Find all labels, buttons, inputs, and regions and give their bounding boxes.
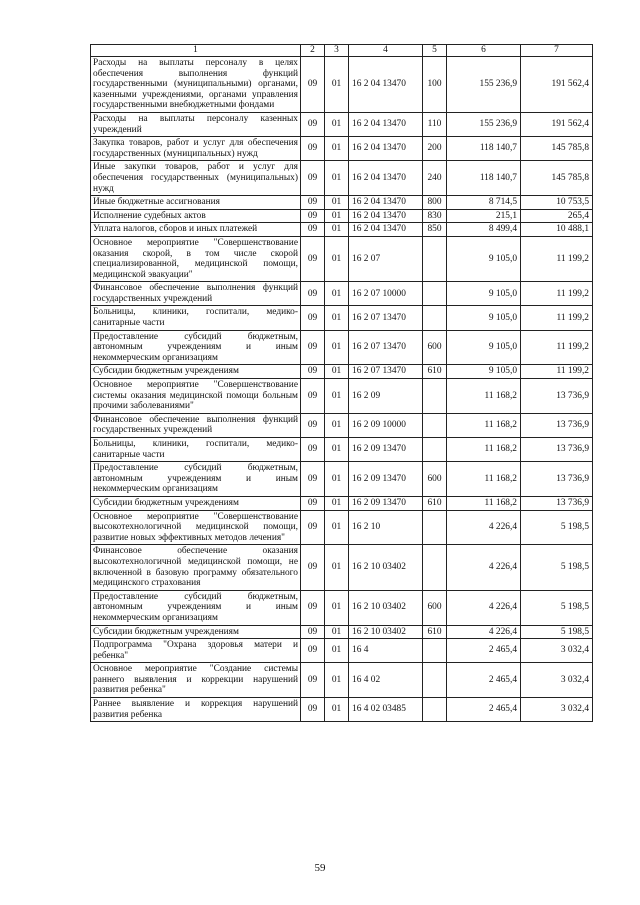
item-subsection: 01	[325, 625, 349, 639]
item-name: Иные бюджетные ассигнования	[91, 196, 301, 210]
item-amount-col6: 8 499,4	[447, 223, 521, 237]
item-name: Предоставление субсидий бюджетным, автономным учреждениям и иным некоммерческим организациям	[91, 462, 301, 497]
item-amount-col6: 4 226,4	[447, 590, 521, 625]
item-amount-col7: 13 736,9	[521, 462, 593, 497]
item-name: Больницы, клиники, госпитали, медико-санитарные части	[91, 438, 301, 462]
item-section: 09	[301, 379, 325, 414]
item-subsection: 01	[325, 379, 349, 414]
header-col-6: 6	[447, 45, 521, 57]
item-target-article: 16 2 09 13470	[349, 462, 423, 497]
item-subsection: 01	[325, 365, 349, 379]
item-amount-col7: 10 753,5	[521, 196, 593, 210]
header-col-1: 1	[91, 45, 301, 57]
item-target-article: 16 4 02	[349, 663, 423, 698]
table-row	[91, 663, 593, 698]
item-target-article: 16 2 04 13470	[349, 137, 423, 161]
item-expense-type: 600	[423, 330, 447, 365]
item-section: 09	[301, 365, 325, 379]
item-amount-col7: 145 785,8	[521, 137, 593, 161]
item-target-article: 16 2 07 10000	[349, 282, 423, 306]
item-section: 09	[301, 57, 325, 113]
item-amount-col6: 9 105,0	[447, 330, 521, 365]
item-amount-col7: 13 736,9	[521, 496, 593, 510]
item-target-article: 16 2 09 13470	[349, 438, 423, 462]
item-expense-type: 200	[423, 137, 447, 161]
table-row	[91, 330, 593, 365]
item-amount-col6: 155 236,9	[447, 57, 521, 113]
table-row	[91, 223, 593, 237]
item-subsection: 01	[325, 196, 349, 210]
item-amount-col6: 215,1	[447, 209, 521, 223]
table-row	[91, 236, 593, 281]
item-section: 09	[301, 590, 325, 625]
item-amount-col7: 3 032,4	[521, 698, 593, 722]
item-amount-col6: 118 140,7	[447, 137, 521, 161]
item-expense-type	[423, 438, 447, 462]
item-target-article: 16 2 04 13470	[349, 196, 423, 210]
item-amount-col6: 11 168,2	[447, 413, 521, 437]
item-target-article: 16 2 09 10000	[349, 413, 423, 437]
item-expense-type	[423, 413, 447, 437]
item-expense-type: 110	[423, 112, 447, 136]
item-section: 09	[301, 330, 325, 365]
item-section: 09	[301, 161, 325, 196]
item-subsection: 01	[325, 223, 349, 237]
table-row	[91, 379, 593, 414]
item-amount-col7: 5 198,5	[521, 510, 593, 545]
item-amount-col6: 11 168,2	[447, 379, 521, 414]
table-body	[91, 57, 593, 722]
item-subsection: 01	[325, 137, 349, 161]
item-name: Финансовое обеспечение выполнения функций государственных учреждений	[91, 282, 301, 306]
item-name: Расходы на выплаты персоналу казенных учреждений	[91, 112, 301, 136]
item-amount-col6: 9 105,0	[447, 282, 521, 306]
item-amount-col7: 5 198,5	[521, 625, 593, 639]
table-row	[91, 306, 593, 330]
item-amount-col6: 118 140,7	[447, 161, 521, 196]
item-name: Предоставление субсидий бюджетным, автономным учреждениям и иным некоммерческим организациям	[91, 330, 301, 365]
item-expense-type	[423, 510, 447, 545]
table-row	[91, 137, 593, 161]
item-name: Основное мероприятие "Совершенствование системы оказания медицинской помощи больным прочими заболеваниями"	[91, 379, 301, 414]
item-name: Больницы, клиники, госпитали, медико-санитарные части	[91, 306, 301, 330]
item-subsection: 01	[325, 161, 349, 196]
item-section: 09	[301, 663, 325, 698]
item-amount-col6: 11 168,2	[447, 462, 521, 497]
item-amount-col6: 9 105,0	[447, 236, 521, 281]
item-name: Финансовое обеспечение оказания высокотехнологичной медицинской помощи, не включенной в базовую программу обязательного медицинского страхования	[91, 545, 301, 590]
item-amount-col6: 4 226,4	[447, 545, 521, 590]
table-row	[91, 639, 593, 663]
item-subsection: 01	[325, 698, 349, 722]
item-section: 09	[301, 282, 325, 306]
item-name: Предоставление субсидий бюджетным, автономным учреждениям и иным некоммерческим организациям	[91, 590, 301, 625]
item-amount-col7: 5 198,5	[521, 590, 593, 625]
item-expense-type: 800	[423, 196, 447, 210]
item-section: 09	[301, 413, 325, 437]
item-target-article: 16 2 04 13470	[349, 161, 423, 196]
item-name: Иные закупки товаров, работ и услуг для обеспечения государственных (муниципальных) нужд	[91, 161, 301, 196]
table-row	[91, 496, 593, 510]
item-target-article: 16 2 10 03402	[349, 590, 423, 625]
item-subsection: 01	[325, 663, 349, 698]
item-subsection: 01	[325, 590, 349, 625]
item-subsection: 01	[325, 438, 349, 462]
table-row	[91, 196, 593, 210]
item-amount-col7: 3 032,4	[521, 663, 593, 698]
item-target-article: 16 2 10 03402	[349, 625, 423, 639]
table-header-row	[91, 45, 593, 57]
item-subsection: 01	[325, 282, 349, 306]
item-section: 09	[301, 496, 325, 510]
item-expense-type	[423, 545, 447, 590]
item-amount-col6: 4 226,4	[447, 510, 521, 545]
item-amount-col7: 5 198,5	[521, 545, 593, 590]
table-row	[91, 625, 593, 639]
item-subsection: 01	[325, 545, 349, 590]
item-amount-col7: 13 736,9	[521, 379, 593, 414]
table-row	[91, 462, 593, 497]
header-col-2: 2	[301, 45, 325, 57]
item-expense-type: 600	[423, 462, 447, 497]
item-expense-type: 610	[423, 365, 447, 379]
item-expense-type	[423, 236, 447, 281]
item-amount-col6: 11 168,2	[447, 496, 521, 510]
table-row	[91, 438, 593, 462]
item-expense-type	[423, 282, 447, 306]
item-amount-col6: 4 226,4	[447, 625, 521, 639]
item-section: 09	[301, 462, 325, 497]
item-section: 09	[301, 438, 325, 462]
item-target-article: 16 2 09	[349, 379, 423, 414]
item-section: 09	[301, 545, 325, 590]
header-col-3: 3	[325, 45, 349, 57]
header-col-5: 5	[423, 45, 447, 57]
header-col-7: 7	[521, 45, 593, 57]
item-subsection: 01	[325, 330, 349, 365]
item-amount-col7: 13 736,9	[521, 438, 593, 462]
item-name: Субсидии бюджетным учреждениям	[91, 496, 301, 510]
item-expense-type: 240	[423, 161, 447, 196]
header-col-4: 4	[349, 45, 423, 57]
item-subsection: 01	[325, 639, 349, 663]
item-expense-type	[423, 663, 447, 698]
budget-table	[90, 44, 593, 722]
item-expense-type: 610	[423, 625, 447, 639]
item-section: 09	[301, 112, 325, 136]
item-target-article: 16 2 09 13470	[349, 496, 423, 510]
item-amount-col6: 11 168,2	[447, 438, 521, 462]
item-subsection: 01	[325, 236, 349, 281]
item-amount-col7: 13 736,9	[521, 413, 593, 437]
item-amount-col7: 265,4	[521, 209, 593, 223]
item-expense-type	[423, 698, 447, 722]
table-row	[91, 590, 593, 625]
item-expense-type	[423, 379, 447, 414]
item-target-article: 16 2 04 13470	[349, 112, 423, 136]
item-amount-col6: 9 105,0	[447, 365, 521, 379]
item-name: Исполнение судебных актов	[91, 209, 301, 223]
item-name: Основное мероприятие "Совершенствование оказания скорой, в том числе скорой специализированной, медицинской помощи, медицинской эвакуации"	[91, 236, 301, 281]
item-subsection: 01	[325, 496, 349, 510]
item-section: 09	[301, 137, 325, 161]
item-target-article: 16 2 04 13470	[349, 57, 423, 113]
item-expense-type	[423, 306, 447, 330]
item-amount-col6: 155 236,9	[447, 112, 521, 136]
item-expense-type: 600	[423, 590, 447, 625]
item-amount-col6: 2 465,4	[447, 639, 521, 663]
table-row	[91, 510, 593, 545]
item-name: Уплата налогов, сборов и иных платежей	[91, 223, 301, 237]
item-amount-col7: 191 562,4	[521, 112, 593, 136]
item-section: 09	[301, 236, 325, 281]
item-subsection: 01	[325, 57, 349, 113]
page-number: 59	[314, 862, 326, 874]
table-row	[91, 282, 593, 306]
item-target-article: 16 2 10	[349, 510, 423, 545]
item-amount-col7: 11 199,2	[521, 306, 593, 330]
item-name: Субсидии бюджетным учреждениям	[91, 625, 301, 639]
table-row	[91, 112, 593, 136]
item-amount-col6: 2 465,4	[447, 663, 521, 698]
item-target-article: 16 2 07 13470	[349, 330, 423, 365]
item-section: 09	[301, 196, 325, 210]
item-amount-col7: 11 199,2	[521, 365, 593, 379]
item-name: Основное мероприятие "Создание системы раннего выявления и коррекции нарушений развития ребенка"	[91, 663, 301, 698]
item-target-article: 16 2 07 13470	[349, 365, 423, 379]
table-row	[91, 698, 593, 722]
item-amount-col7: 10 488,1	[521, 223, 593, 237]
item-subsection: 01	[325, 462, 349, 497]
item-name: Подпрограмма "Охрана здоровья матери и ребенка"	[91, 639, 301, 663]
item-name: Основное мероприятие "Совершенствование высокотехнологичной медицинской помощи, развитие новых эффективных методов лечения"	[91, 510, 301, 545]
item-subsection: 01	[325, 413, 349, 437]
item-subsection: 01	[325, 510, 349, 545]
item-target-article: 16 2 04 13470	[349, 209, 423, 223]
table-row	[91, 365, 593, 379]
table-row	[91, 57, 593, 113]
item-section: 09	[301, 223, 325, 237]
table-row	[91, 209, 593, 223]
item-amount-col7: 191 562,4	[521, 57, 593, 113]
item-subsection: 01	[325, 306, 349, 330]
item-section: 09	[301, 698, 325, 722]
item-expense-type: 610	[423, 496, 447, 510]
item-name: Расходы на выплаты персоналу в целях обеспечения выполнения функций государственными (муниципальными) органами, казенными учреждениями, органами управления государственными внебюджетными фондами	[91, 57, 301, 113]
item-target-article: 16 2 07 13470	[349, 306, 423, 330]
item-section: 09	[301, 209, 325, 223]
item-target-article: 16 4	[349, 639, 423, 663]
item-expense-type	[423, 639, 447, 663]
table-row	[91, 161, 593, 196]
table-row	[91, 545, 593, 590]
item-target-article: 16 4 02 03485	[349, 698, 423, 722]
item-amount-col7: 11 199,2	[521, 282, 593, 306]
item-name: Финансовое обеспечение выполнения функций государственных учреждений	[91, 413, 301, 437]
item-target-article: 16 2 07	[349, 236, 423, 281]
item-target-article: 16 2 04 13470	[349, 223, 423, 237]
item-name: Субсидии бюджетным учреждениям	[91, 365, 301, 379]
item-amount-col6: 2 465,4	[447, 698, 521, 722]
item-name: Закупка товаров, работ и услуг для обеспечения государственных (муниципальных) нужд	[91, 137, 301, 161]
item-subsection: 01	[325, 112, 349, 136]
item-name: Раннее выявление и коррекция нарушений развития ребенка	[91, 698, 301, 722]
item-expense-type: 100	[423, 57, 447, 113]
item-amount-col7: 11 199,2	[521, 330, 593, 365]
item-amount-col7: 145 785,8	[521, 161, 593, 196]
table-row	[91, 413, 593, 437]
item-section: 09	[301, 639, 325, 663]
item-amount-col7: 3 032,4	[521, 639, 593, 663]
item-amount-col6: 9 105,0	[447, 306, 521, 330]
item-expense-type: 830	[423, 209, 447, 223]
item-section: 09	[301, 306, 325, 330]
item-section: 09	[301, 625, 325, 639]
item-section: 09	[301, 510, 325, 545]
item-amount-col7: 11 199,2	[521, 236, 593, 281]
item-target-article: 16 2 10 03402	[349, 545, 423, 590]
item-expense-type: 850	[423, 223, 447, 237]
item-amount-col6: 8 714,5	[447, 196, 521, 210]
item-subsection: 01	[325, 209, 349, 223]
